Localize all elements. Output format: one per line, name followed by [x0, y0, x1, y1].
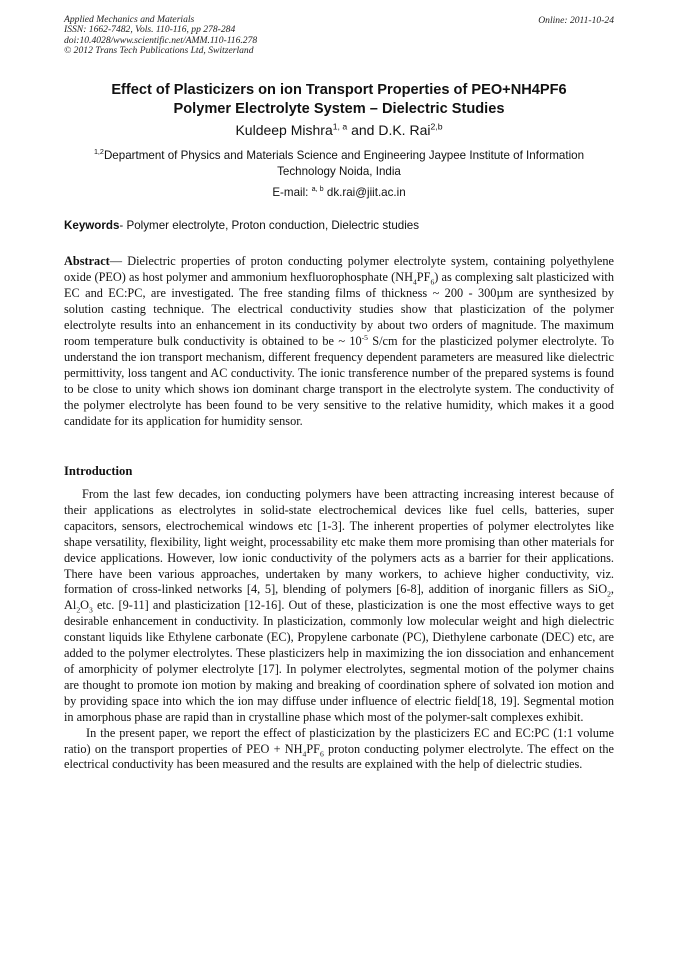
abstract: [64, 254, 614, 429]
subscript: 3: [89, 605, 93, 615]
paragraph-text: PF: [306, 741, 321, 756]
intro-paragraph-2: [64, 726, 614, 774]
author-2-name: D.K. Rai: [378, 122, 431, 138]
issn-line: ISSN: 1662-7482, Vols. 110-116, pp 278-284: [64, 24, 236, 36]
email-mark: a, b: [311, 184, 324, 194]
journal-name: Applied Mechanics and Materials: [64, 14, 195, 25]
abstract-label: Abstract: [64, 254, 110, 268]
author-conjunction: and: [351, 122, 375, 138]
paragraph-text: O: [80, 598, 90, 613]
introduction-heading: Introduction: [64, 464, 133, 478]
email-label: E-mail:: [272, 186, 309, 199]
affiliation-line-2: Technology Noida, India: [277, 164, 401, 178]
journal-header: [64, 15, 257, 57]
paragraph-text: , Al: [64, 582, 614, 613]
abstract-text: S/cm for the plasticized polymer electrolyte. To understand the ion transport mechanism, different frequency dependent parameters are measured like dielectric permittivity, loss tangent and AC conductivity. The ionic transference number of the prepared systems is found to be close to unity which shows ion dominant charge transport in the electrolyte system. The conductivity of the polymer electrolyte has been found to be very sensitive to the relative humidity, which makes it a good candidate for its application for humidity sensor.: [64, 333, 615, 428]
online-date: Online: 2011-10-24: [538, 15, 614, 26]
affiliation-line-1: Department of Physics and Materials Science and Engineering Jaypee Institute of Information: [103, 149, 585, 162]
paragraph-text: From the last few decades, ion conducting polymers have been attracting increasing interest because of their applications as electrolytes in solid-state electrochemical devices like fuel cells, batteries, super capacitors, sensors, electrochemical windows etc [1-3]. The inherent properties of polymer electrolytes like shape versatility, flexibility, light weight, processability etc make them more promising than other materials for device applications. However, low ionic conductivity of the polymers acts as a barrier for their applications. There have been various approaches, undertaken by many workers, to achieve higher conductivity, viz. formation of cross-linked networks [4, 5], blending of polymers [6-8], addition of inorganic fillers as SiO: [64, 487, 614, 597]
subscript: 6: [320, 748, 324, 758]
author-2-affiliation-mark: 2,b: [430, 121, 443, 132]
email-line: [40, 185, 638, 200]
introduction-body: [64, 487, 614, 773]
subscript: 2: [76, 605, 81, 615]
title-line-1: Effect of Plasticizers on ion Transport Properties of PEO+NH4PF6: [111, 82, 567, 98]
paragraph-text: etc. [9-11] and plasticization [12-16]. Out of these, plasticization is one the most effective ways to get desirable enhancement in conductivity. In plasticization, commonly low molecular weight and high dielectric constant liquids like Ethylene carbonate (EC), Propylene carbonate (PC), Diethylene carbonate (DEC) etc, are added to the polymer electrolytes. These plasticizers help in maximizing the ion dissociation and enhancement of amorphicity of polymer electrolyte [17]. In polymer electrolytes, segmental motion of the polymer chains are thought to promote ion motion by making and breaking of coordination sphere of solvated ion motion and by providing space into which the ion may diffuse under influence of electric field[18, 19]. Segmental motion in amorphous phase are rapid than in crystalline phase which most of the polymer-salt complexes exhibit.: [64, 598, 614, 724]
keywords-label: Keywords: [64, 219, 120, 232]
paragraph-text: proton conducting polymer electrolyte. The effect on the electrical conductivity has been measured and the results are explained with the help of dielectric studies.: [64, 741, 614, 772]
affiliation-mark: 1,2: [93, 147, 104, 157]
author-1-name: Kuldeep Mishra: [235, 122, 333, 138]
author-1-affiliation-mark: 1, a: [332, 121, 348, 132]
title-line-2: Polymer Electrolyte System – Dielectric Studies: [173, 101, 505, 117]
paper-title: [40, 81, 638, 119]
paragraph-text: In the present paper, we report the effect of plasticization by the plasticizers EC and EC:PC (1:1 volume ratio) on the transport properties of PEO + NH: [64, 725, 614, 756]
email-address: dk.rai@jiit.ac.in: [326, 186, 406, 199]
affiliation: [40, 148, 638, 179]
subscript: 4: [412, 277, 417, 287]
abstract-text: — Dielectric properties of proton conducting polymer electrolyte system, containing polyethylene oxide (PEO) as host polymer and ammonium hexfluorophosphate (NH: [64, 254, 614, 284]
doi-line: doi:10.4028/www.scientific.net/AMM.110-116.278: [64, 34, 258, 46]
subscript: 4: [302, 748, 307, 758]
subscript: 2: [607, 589, 611, 599]
abstract-text: PF: [416, 269, 431, 284]
author-list: [40, 121, 638, 139]
intro-paragraph-1: [64, 487, 614, 726]
keywords-text: - Polymer electrolyte, Proton conduction, Dielectric studies: [119, 219, 420, 232]
exponent: -5: [361, 332, 368, 342]
keywords: [64, 219, 419, 232]
subscript: 6: [430, 277, 435, 287]
abstract-text: ) as complexing salt plasticized with EC and EC:PC, are investigated. The free standing films of thickness ~ 200 - 300µm are synthesized by solution casting technique. The electrical conductivity studies show that plasticization of the polymer electrolyte results into an enhancement in its conductivity by about two orders of magnitude. The maximum room temperature bulk conductivity is obtained to be ~ 10: [64, 269, 614, 348]
copyright-line: © 2012 Trans Tech Publications Ltd, Switzerland: [64, 45, 254, 57]
